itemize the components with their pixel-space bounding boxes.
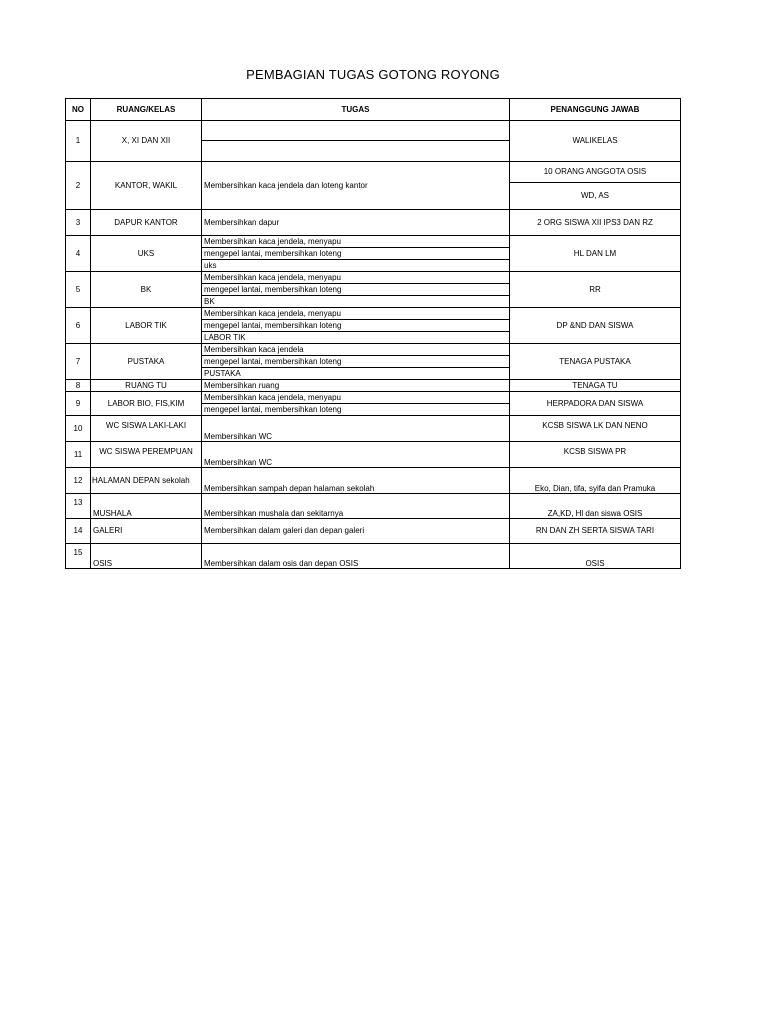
row-pj: WD, AS bbox=[510, 183, 681, 210]
row-pj: 10 ORANG ANGGOTA OSIS bbox=[510, 162, 681, 183]
row-ruang: UKS bbox=[91, 236, 202, 272]
row-tugas: Membersihkan dalam galeri dan depan galeri bbox=[202, 519, 510, 544]
table-row bbox=[66, 272, 681, 284]
row-pj: WALIKELAS bbox=[510, 121, 681, 162]
row-ruang: OSIS bbox=[91, 544, 202, 569]
row-pj: HERPADORA DAN SISWA bbox=[510, 392, 681, 416]
table-row bbox=[66, 308, 681, 320]
row-tugas: PUSTAKA bbox=[202, 368, 510, 380]
row-ruang: WC SISWA LAKI-LAKI bbox=[91, 416, 202, 442]
row-pj: KCSB SISWA LK DAN NENO bbox=[510, 416, 681, 442]
row-no: 9 bbox=[66, 392, 91, 416]
row-pj: TENAGA PUSTAKA bbox=[510, 344, 681, 380]
row-tugas: mengepel lantai, membersihkan loteng bbox=[202, 284, 510, 296]
row-tugas: Membersihkan kaca jendela, menyapu bbox=[202, 236, 510, 248]
table-row bbox=[66, 519, 681, 544]
table-row bbox=[66, 162, 681, 183]
row-tugas: Membersihkan dalam osis dan depan OSIS bbox=[202, 544, 510, 569]
row-pj: ZA,KD, Hl dan siswa OSIS bbox=[510, 494, 681, 519]
row-no: 10 bbox=[66, 416, 91, 442]
row-ruang: WC SISWA PEREMPUAN bbox=[91, 442, 202, 468]
row-tugas: Membersihkan WC bbox=[202, 442, 510, 468]
row-pj: TENAGA TU bbox=[510, 380, 681, 392]
row-no: 11 bbox=[66, 442, 91, 468]
row-tugas: Membersihkan kaca jendela dan loteng kantor bbox=[202, 162, 510, 210]
table-row bbox=[66, 392, 681, 404]
row-pj: HL DAN LM bbox=[510, 236, 681, 272]
row-no: 14 bbox=[66, 519, 91, 544]
header-tugas: TUGAS bbox=[202, 99, 510, 121]
row-ruang: PUSTAKA bbox=[91, 344, 202, 380]
row-no: 8 bbox=[66, 380, 91, 392]
row-no: 2 bbox=[66, 162, 91, 210]
row-tugas: Membersihkan sampah depan halaman sekolah bbox=[202, 468, 510, 494]
row-tugas: Membersihkan kaca jendela, menyapu bbox=[202, 272, 510, 284]
row-tugas: BK bbox=[202, 296, 510, 308]
row-tugas: mengepel lantai, membersihkan loteng bbox=[202, 320, 510, 332]
row-no: 7 bbox=[66, 344, 91, 380]
row-tugas: mengepel lantai, membersihkan loteng bbox=[202, 356, 510, 368]
table-row bbox=[66, 236, 681, 248]
row-tugas: uks bbox=[202, 260, 510, 272]
row-ruang: BK bbox=[91, 272, 202, 308]
header-ruang: RUANG/KELAS bbox=[91, 99, 202, 121]
table-row bbox=[66, 121, 681, 141]
table-row bbox=[66, 494, 681, 519]
row-pj: DP &ND DAN SISWA bbox=[510, 308, 681, 344]
row-tugas: Membersihkan kaca jendela bbox=[202, 344, 510, 356]
row-no: 4 bbox=[66, 236, 91, 272]
row-no: 15 bbox=[66, 544, 91, 569]
row-pj: KCSB SISWA PR bbox=[510, 442, 681, 468]
row-ruang: DAPUR KANTOR bbox=[91, 210, 202, 236]
row-tugas: mengepel lantai, membersihkan loteng bbox=[202, 404, 510, 416]
table-row bbox=[66, 416, 681, 442]
row-ruang: X, XI DAN XII bbox=[91, 121, 202, 162]
table-row bbox=[66, 442, 681, 468]
header-row bbox=[66, 99, 681, 121]
row-tugas: Membersihkan mushala dan sekitarnya bbox=[202, 494, 510, 519]
row-pj: Eko, Dian, tifa, syifa dan Pramuka bbox=[510, 468, 681, 494]
row-tugas: Membersihkan kaca jendela, menyapu bbox=[202, 308, 510, 320]
row-no: 13 bbox=[66, 494, 91, 519]
row-no: 3 bbox=[66, 210, 91, 236]
document-title: PEMBAGIAN TUGAS GOTONG ROYONG bbox=[246, 67, 500, 82]
row-pj: RN DAN ZH SERTA SISWA TARI bbox=[510, 519, 681, 544]
row-ruang: RUANG TU bbox=[91, 380, 202, 392]
header-pj: PENANGGUNG JAWAB bbox=[510, 99, 681, 121]
row-tugas: mengepel lantai, membersihkan loteng bbox=[202, 248, 510, 260]
row-tugas bbox=[202, 141, 510, 162]
row-ruang: LABOR TIK bbox=[91, 308, 202, 344]
row-no: 12 bbox=[66, 468, 91, 494]
row-ruang: LABOR BIO, FIS,KIM bbox=[91, 392, 202, 416]
table-row bbox=[66, 344, 681, 356]
row-ruang: HALAMAN DEPAN sekolah bbox=[91, 468, 202, 494]
row-tugas: Membersihkan kaca jendela, menyapu bbox=[202, 392, 510, 404]
row-pj: OSIS bbox=[510, 544, 681, 569]
row-ruang: MUSHALA bbox=[91, 494, 202, 519]
row-tugas: LABOR TIK bbox=[202, 332, 510, 344]
row-no: 6 bbox=[66, 308, 91, 344]
header-no: NO bbox=[66, 99, 91, 121]
row-tugas: Membersihkan WC bbox=[202, 416, 510, 442]
table-row bbox=[66, 210, 681, 236]
row-no: 5 bbox=[66, 272, 91, 308]
row-ruang: GALERI bbox=[91, 519, 202, 544]
row-no: 1 bbox=[66, 121, 91, 162]
row-ruang: KANTOR, WAKIL bbox=[91, 162, 202, 210]
row-tugas: Membersihkan ruang bbox=[202, 380, 510, 392]
row-tugas: Membersihkan dapur bbox=[202, 210, 510, 236]
table-row bbox=[66, 380, 681, 392]
task-table bbox=[65, 98, 681, 569]
row-tugas bbox=[202, 121, 510, 141]
row-pj: 2 ORG SISWA XII IPS3 DAN RZ bbox=[510, 210, 681, 236]
table-row bbox=[66, 468, 681, 494]
table-row bbox=[66, 544, 681, 569]
row-pj: RR bbox=[510, 272, 681, 308]
